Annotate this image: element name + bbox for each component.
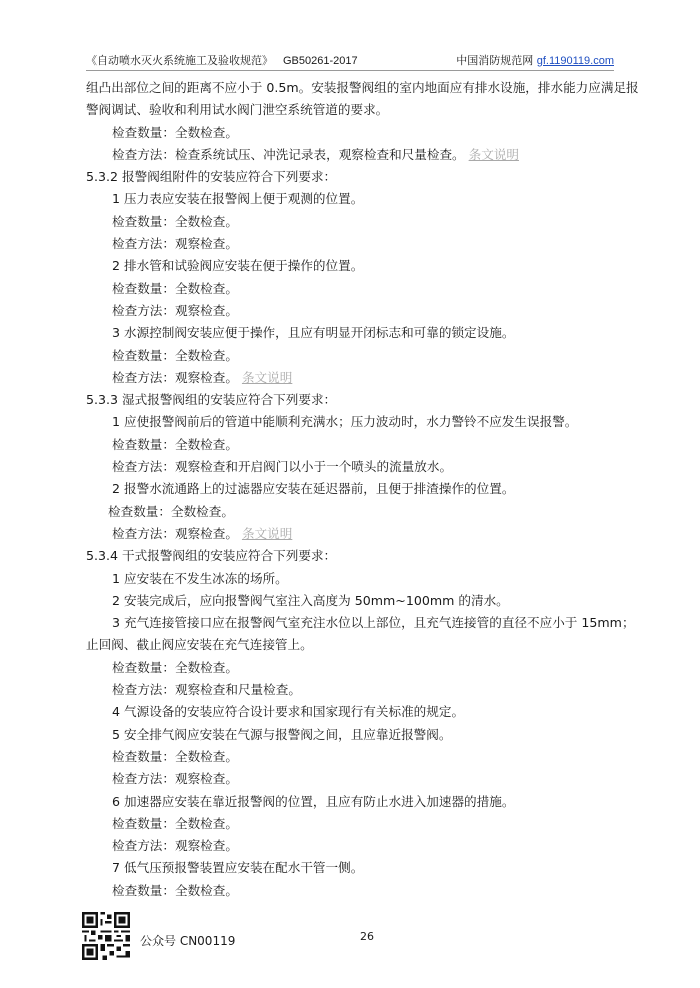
text-line (86, 791, 614, 813)
line-text: 检查数量：全数检查。 (112, 882, 238, 898)
text-line (86, 367, 614, 389)
line-text: 2 报警水流通路上的过滤器应安装在延迟器前，且便于排渣操作的位置。 (112, 481, 515, 497)
text-line (86, 768, 614, 790)
text-line (86, 813, 614, 835)
text-line (86, 211, 614, 233)
line-text: 组凸出部位之间的距离不应小于 0.5m。安装报警阀组的室内地面应有排水设施，排水能力应满足报 (86, 80, 639, 95)
line-text: 1 应使报警阀前后的管道中能顺利充满水；压力波动时，水力警铃不应发生误报警。 (112, 414, 578, 430)
line-text: 检查数量：全数检查。 (112, 124, 238, 140)
text-line (86, 77, 639, 99)
line-text: 1 压力表应安装在报警阀上便于观测的位置。 (112, 191, 364, 207)
line-text: 检查方法：观察检查。 (112, 369, 238, 385)
text-line (86, 835, 614, 857)
clause-explanation-link[interactable]: 条文说明 (468, 146, 519, 162)
line-text: 检查方法：观察检查。 (112, 771, 238, 787)
line-text: 3 充气连接管接口应在报警阀气室充注水位以上部位，且充气连接管的直径不应小于 15mm； (112, 615, 635, 631)
text-line (86, 99, 614, 121)
site-link[interactable]: gf.1190119.com (536, 55, 614, 67)
line-text: 止回阀、截止阀应安装在充气连接管上。 (86, 637, 313, 653)
standard-number: GB50261-2017 (283, 55, 358, 67)
text-line (86, 456, 614, 478)
text-line (86, 478, 614, 500)
text-line (86, 746, 614, 768)
line-text: 4 气源设备的安装应符合设计要求和国家现行有关标准的规定。 (112, 704, 465, 720)
page-footer (0, 912, 700, 962)
text-line (86, 679, 614, 701)
text-line (86, 233, 614, 255)
header-left (86, 52, 358, 68)
line-text: 检查方法：观察检查。 (112, 525, 238, 541)
text-line (86, 657, 614, 679)
document-title: 《自动喷水灭火系统施工及验收规范》 (86, 54, 273, 67)
text-line (86, 501, 614, 523)
line-text: 检查方法：检查系统试压、冲洗记录表，观察检查和尺量检查。 (112, 146, 465, 162)
line-text: 检查数量：全数检查。 (112, 815, 238, 831)
text-line (86, 389, 614, 411)
text-line (86, 545, 614, 567)
line-text: 6 加速器应安装在靠近报警阀的位置，且应有防止水进入加速器的措施。 (112, 793, 515, 809)
line-text: 检查数量：全数检查。 (112, 436, 238, 452)
text-line (86, 188, 614, 210)
text-line (86, 411, 614, 433)
line-text: 检查数量：全数检查。 (112, 748, 238, 764)
clause-explanation-link[interactable]: 条文说明 (241, 525, 293, 541)
page-number: 26 (360, 930, 374, 943)
line-text: 警阀调试、验收和利用试水阀门泄空系统管道的要求。 (86, 102, 389, 118)
line-text: 2 安装完成后，应向报警阀气室注入高度为 50mm~100mm 的清水。 (112, 592, 509, 608)
page-header (86, 50, 614, 71)
site-name: 中国消防规范网 (456, 54, 534, 67)
line-text: 2 排水管和试验阀应安装在便于操作的位置。 (112, 258, 364, 274)
text-line (86, 122, 614, 144)
text-line (86, 590, 614, 612)
line-text: 5 安全排气阀应安装在气源与报警阀之间，且应靠近报警阀。 (112, 726, 452, 742)
line-text: 检查数量：全数检查。 (112, 347, 238, 363)
text-line (86, 255, 614, 277)
header-right (456, 52, 614, 68)
text-line (86, 166, 614, 188)
text-line (86, 701, 614, 723)
text-line (86, 880, 614, 902)
text-line (86, 300, 614, 322)
line-text: 检查方法：观察检查和开启阀门以小于一个喷头的流量放水。 (112, 459, 453, 475)
text-line (86, 724, 614, 746)
line-text: 检查数量：全数检查。 (112, 659, 238, 675)
line-text: 5.3.4 干式报警阀组的安装应符合下列要求： (86, 548, 337, 564)
wechat-account: 公众号 CN00119 (140, 934, 236, 948)
line-text: 5.3.3 湿式报警阀组的安装应符合下列要求： (86, 392, 337, 408)
line-text: 检查方法：观察检查和尺量检查。 (112, 682, 301, 698)
text-line (86, 144, 614, 166)
line-text: 检查方法：观察检查。 (112, 838, 238, 854)
line-text: 1 应安装在不发生冰冻的场所。 (112, 570, 288, 586)
text-line (86, 278, 614, 300)
line-text: 检查方法：观察检查。 (112, 236, 238, 252)
text-line (86, 523, 614, 545)
text-line (86, 322, 614, 344)
line-text: 检查数量：全数检查。 (112, 213, 238, 229)
qr-code-icon (82, 912, 130, 960)
line-text: 7 低气压预报警装置应安装在配水干管一侧。 (112, 860, 364, 876)
line-text: 5.3.2 报警阀组附件的安装应符合下列要求： (86, 169, 337, 185)
text-line (86, 345, 614, 367)
line-text: 检查方法：观察检查。 (112, 302, 238, 318)
text-line (86, 434, 614, 456)
text-line (86, 857, 614, 879)
document-body (86, 77, 639, 902)
text-line (86, 568, 614, 590)
line-text: 3 水源控制阀安装应便于操作，且应有明显开闭标志和可靠的锁定设施。 (112, 325, 515, 341)
line-text: 检查数量：全数检查。 (108, 503, 234, 519)
text-line (86, 634, 614, 656)
text-line (86, 612, 635, 634)
clause-explanation-link[interactable]: 条文说明 (241, 369, 293, 385)
line-text: 检查数量：全数检查。 (112, 280, 238, 296)
